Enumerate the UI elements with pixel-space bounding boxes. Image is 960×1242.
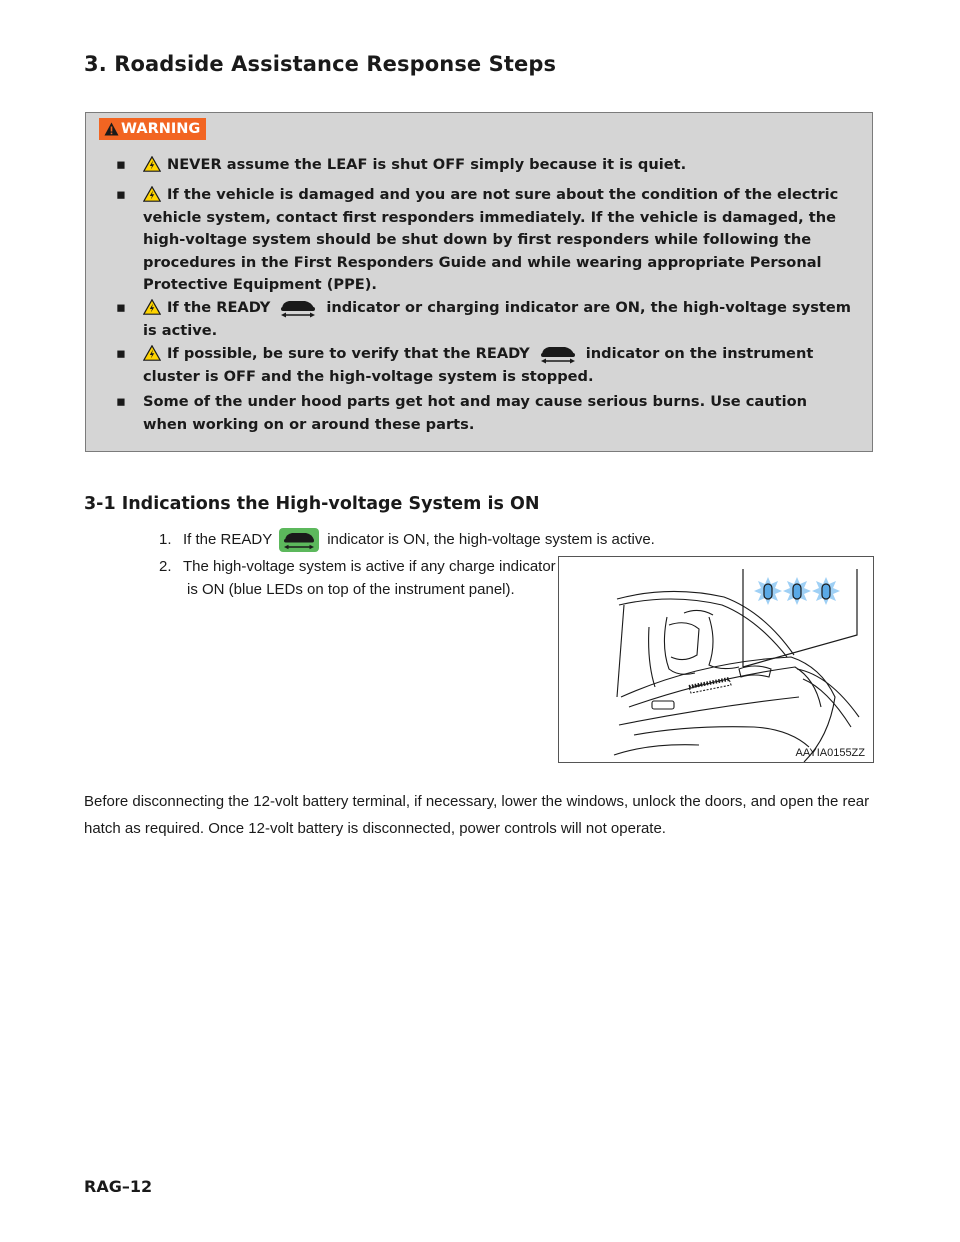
warning-item (116, 391, 856, 436)
warning-item-text: NEVER assume the LEAF is shut OFF simply because it is quiet. (167, 156, 687, 173)
page-footer: RAG–12 (84, 1177, 153, 1196)
bullet: ▪ (116, 299, 126, 316)
warning-item (116, 154, 856, 177)
ready-car-icon (538, 343, 578, 365)
warning-label-text: WARNING (121, 121, 201, 137)
instrument-panel-figure (558, 556, 874, 763)
bullet: ▪ (116, 156, 126, 173)
high-voltage-warning-icon (143, 186, 161, 202)
high-voltage-warning-icon (143, 156, 161, 172)
figure-code: AAYIA0155ZZ (795, 747, 865, 759)
step-number: 2. (159, 558, 172, 575)
step-text: is ON (blue LEDs on top of the instrument panel). (187, 581, 515, 598)
warning-item-text: indicator on the instrument cluster is OFF and the high-voltage system is stopped. (143, 345, 814, 385)
step-text: If the READY (183, 531, 273, 548)
warning-label (99, 118, 206, 140)
ready-car-icon (279, 528, 319, 552)
warning-item-text: Some of the under hood parts get hot and may cause serious burns. Use caution when working on or around these parts. (143, 393, 808, 433)
step-text: The high-voltage system is active if any charge indicator (183, 558, 556, 575)
body-paragraph: Before disconnecting the 12-volt battery terminal, if necessary, lower the windows, unlock the doors, and open the rear hatch as required. Once 12-volt battery is disconnected, power controls will not operate. (84, 793, 870, 837)
bullet: ▪ (116, 186, 126, 203)
warning-item (116, 184, 856, 297)
bullet: ▪ (116, 345, 126, 362)
warning-triangle-icon (104, 122, 119, 136)
warning-item-text: If the READY (167, 299, 271, 316)
warning-item-text: If the vehicle is damaged and you are not sure about the condition of the electric vehicle system, contact first responders immediately. If the vehicle is damaged, the high-voltage system should be shut down by first responders while following the procedures in the First Responders Guide and while wearing appropriate Personal Protective Equipment (PPE). (143, 186, 839, 294)
high-voltage-warning-icon (143, 299, 161, 315)
blue-led-icon (783, 577, 811, 605)
step-number: 1. (159, 531, 172, 548)
blue-led-icon (754, 577, 782, 605)
bullet: ▪ (116, 393, 126, 410)
ready-car-icon (278, 297, 318, 319)
blue-led-icon (812, 577, 840, 605)
high-voltage-warning-icon (143, 345, 161, 361)
warning-item (116, 343, 856, 388)
warning-item-text: indicator or charging indicator are ON, the high-voltage system is active. (143, 299, 851, 339)
list-item (159, 555, 563, 601)
step-text: indicator is ON, the high-voltage system is active. (327, 531, 655, 548)
list-item (159, 528, 883, 552)
section-heading: 3-1 Indications the High-voltage System is ON (84, 494, 540, 514)
warning-item (116, 297, 856, 342)
instrument-panel-illustration (559, 557, 874, 763)
warning-item-text: If possible, be sure to verify that the READY (167, 345, 530, 362)
page-heading: 3. Roadside Assistance Response Steps (84, 52, 557, 76)
